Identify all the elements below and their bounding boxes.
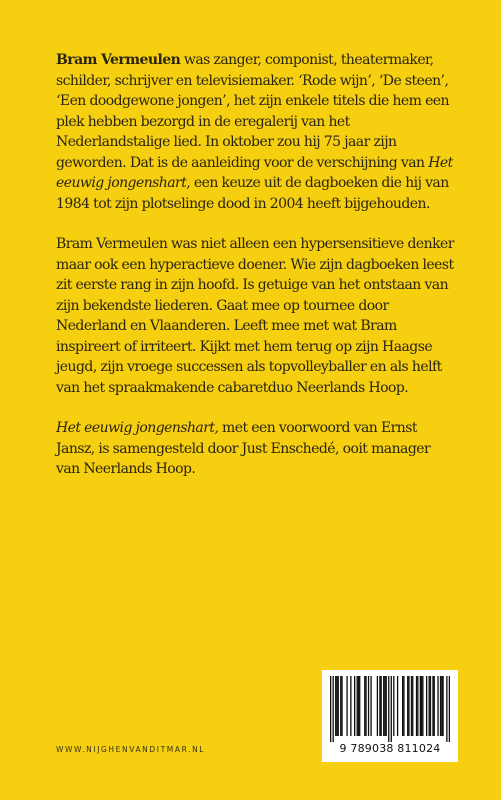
barcode-bar (397, 676, 398, 736)
barcode-bar (370, 676, 371, 736)
blurb-text (56, 50, 456, 500)
barcode-bar (336, 676, 337, 736)
blurb-paragraph-3 (56, 418, 456, 480)
barcode-bar (417, 676, 418, 736)
barcode-bar (408, 676, 409, 736)
barcode-bar (350, 676, 351, 736)
barcode-bar (442, 676, 443, 736)
barcode-bar (359, 676, 360, 736)
book-title: Het eeuwig jongenshart, (56, 420, 219, 436)
barcode-bar (429, 676, 430, 736)
barcode-bar (407, 676, 408, 736)
blurb-paragraph-2: Bram Vermeulen was niet alleen een hypersensitieve denker maar ook een hyperactieve doener. Wie zijn dagboeken leest zit eerste rang in zijn hoofd. Is getuige van het ontstaan van zijn bekendste liederen. Gaat mee op tournee door Nederland en Vlaanderen. Leeft mee met wat Bram inspireert of irriteert. Kijkt met hem terug op zijn Haagse jeugd, zijn vroege successen als topvolleyballer en als helft van het spraakmakende cabaretduo Neerlands Hoop. (56, 236, 454, 396)
barcode-bar (358, 676, 359, 736)
barcode-bar (346, 676, 347, 736)
barcode-bar (446, 676, 447, 742)
barcode-bar (386, 676, 387, 736)
publisher-website: WWW.NIJGHENVANDITMAR.NL (56, 745, 206, 754)
book-title: Het eeuwig jongenshart (56, 154, 453, 191)
barcode-bar (379, 676, 380, 736)
blurb-paragraph-1-text-b: , een keuze uit de dagboeken die hij van 1984 tot zijn plotselinge dood in 2004 heeft bijgehouden. (56, 175, 449, 212)
barcode-bar (368, 676, 369, 736)
barcode-bar (354, 676, 355, 736)
barcode-bar (341, 676, 342, 736)
barcode-bar (434, 676, 435, 736)
barcode-bar (381, 676, 382, 736)
barcode-bar (437, 676, 438, 736)
barcode-bar (365, 676, 366, 736)
barcode-bar (357, 676, 358, 736)
barcode-bar (422, 676, 423, 736)
barcode-bar (335, 676, 336, 736)
barcode-bar (340, 676, 341, 736)
barcode-bar (384, 676, 385, 736)
barcode-bar (412, 676, 413, 736)
barcode-bars (330, 676, 450, 742)
blurb-paragraph-3-text: met een voorwoord van Ernst Jansz, is samengesteld door Just Enschedé, ooit manager van Neerlands Hoop. (56, 420, 431, 477)
barcode-bar (411, 676, 412, 736)
barcode-bar (402, 676, 403, 736)
barcode (322, 670, 458, 762)
barcode-bar (377, 676, 378, 736)
barcode-bar (420, 676, 421, 736)
barcode-bar (391, 676, 392, 742)
isbn-number: 9 789038 811024 (339, 742, 441, 755)
barcode-bar (393, 676, 394, 736)
blurb-paragraph-1-text-a: was zanger, componist, theatermaker, schilder, schrijver en televisiemaker. ‘Rode wijn’, ‘De steen’, ‘Een doodgewone jongen’, het zijn enkele titels die hem een plek hebben bezorgd in de eregalerij van het Nederlandstalige lied. In oktober zou hij 75 jaar zijn geworden. Dat is de aanleiding voor de verschijning van (56, 52, 450, 171)
barcode-bar (430, 676, 431, 736)
barcode-bar (364, 676, 365, 736)
barcode-bar (416, 676, 417, 736)
barcode-bar (333, 676, 334, 742)
barcode-bar (426, 676, 427, 736)
barcode-bar (441, 676, 442, 736)
barcode-bar (330, 676, 331, 742)
barcode-bar (388, 676, 389, 742)
barcode-bar (449, 676, 450, 742)
barcode-bar (383, 676, 384, 736)
barcode-bar (403, 676, 404, 736)
barcode-bar (338, 676, 339, 736)
barcode-bar (440, 676, 441, 736)
barcode-bar (421, 676, 422, 736)
author-name: Bram Vermeulen (56, 52, 181, 68)
barcode-bar (432, 676, 433, 736)
blurb-paragraph-1 (56, 50, 456, 214)
